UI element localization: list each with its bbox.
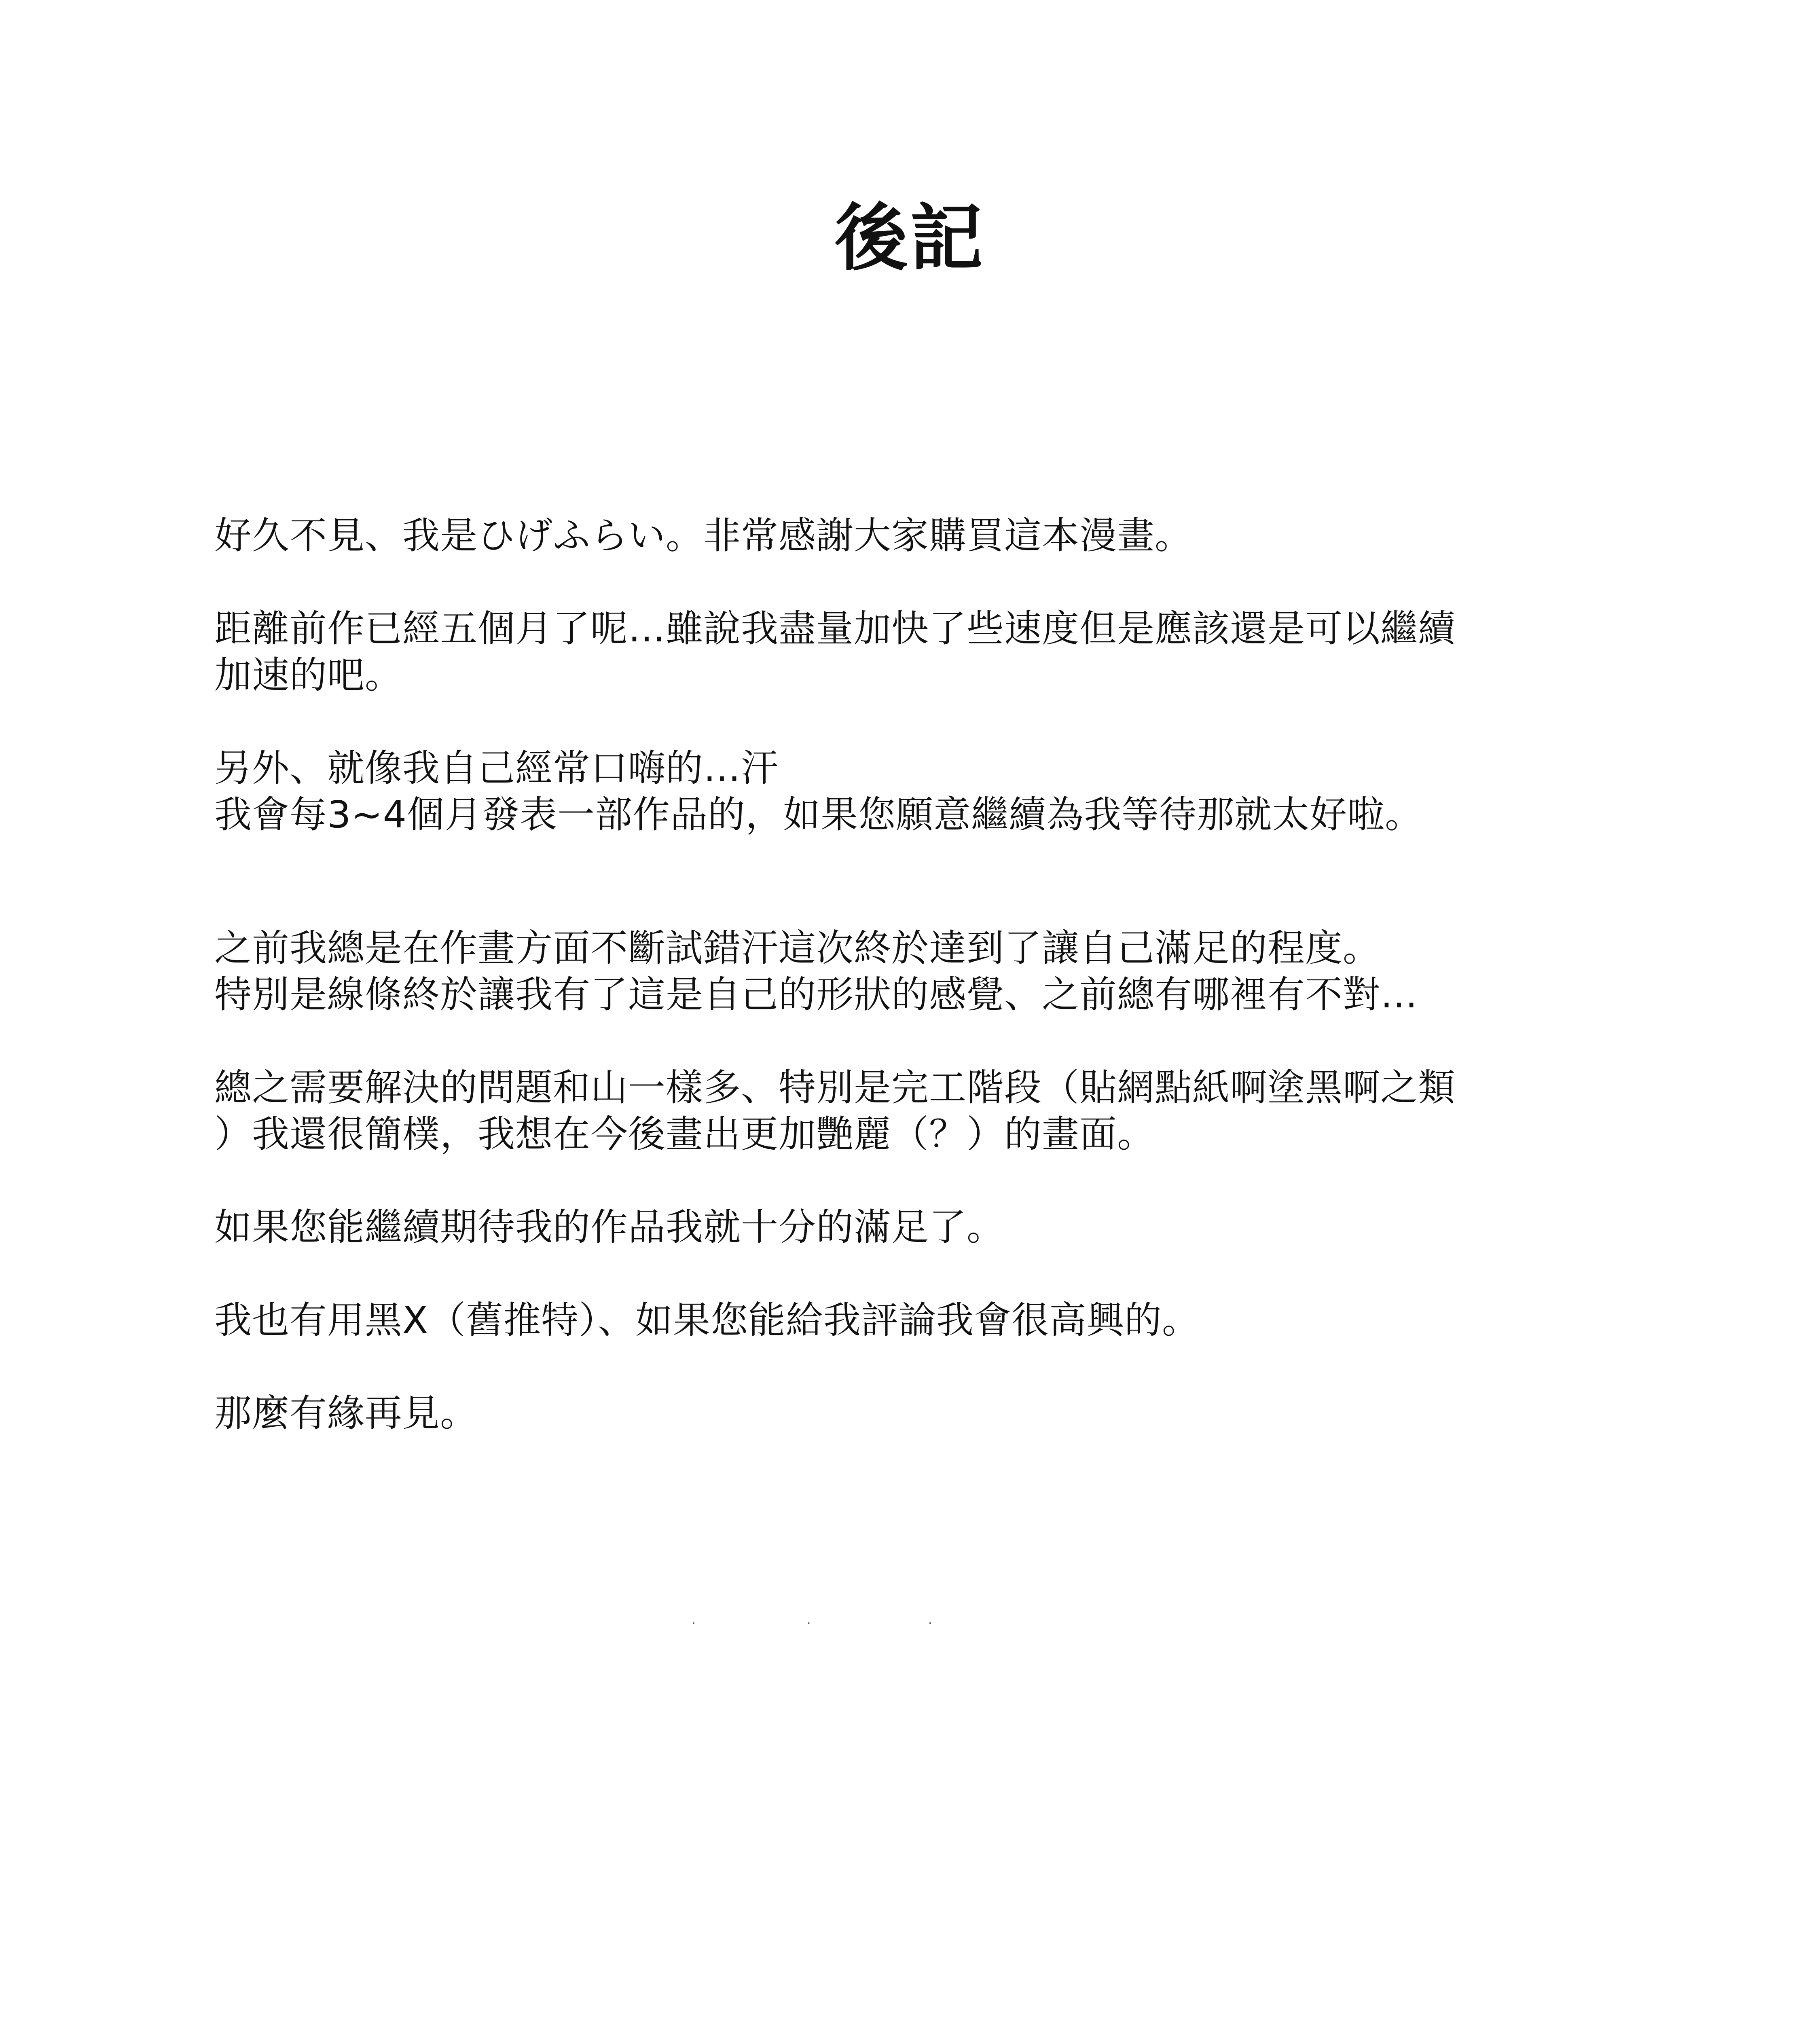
paragraph-line-2: 距離前作已經五個月了呢…雖說我盡量加快了些速度但是應該還是可以繼續: [214, 607, 1456, 650]
paragraph-line-6: 之前我總是在作畫方面不斷試錯汗這次終於達到了讓自己滿足的程度。: [214, 926, 1381, 970]
paragraph-line-12: 那麼有緣再見。: [214, 1392, 478, 1435]
paragraph-line-8: 總之需要解決的問題和山一樣多、特別是完工階段（貼網點紙啊塗黑啊之類: [214, 1066, 1456, 1109]
faint-mark: ·: [807, 1616, 811, 1631]
paragraph-line-5: 我會每3~4個月發表一部作品的，如果您願意繼續為我等待那就太好啦。: [214, 793, 1423, 836]
paragraph-line-7: 特別是線條終於讓我有了這是自己的形狀的感覺、之前總有哪裡有不對…: [214, 973, 1418, 1016]
faint-mark: ·: [928, 1616, 932, 1631]
paragraph-line-9: ）我還很簡樸，我想在今後畫出更加艷麗（？）的畫面。: [214, 1113, 1155, 1156]
paragraph-line-4: 另外、就像我自己經常口嗨的…汗: [214, 747, 779, 790]
page-title: 後記: [834, 196, 985, 281]
paragraph-line-10: 如果您能繼續期待我的作品我就十分的滿足了。: [214, 1206, 1005, 1249]
paragraph-line-1: 好久不見、我是ひげふらい。非常感謝大家購買這本漫畫。: [214, 514, 1193, 557]
paragraph-line-11: 我也有用黑X（舊推特）、如果您能給我評論我會很高興的。: [214, 1299, 1200, 1342]
paragraph-line-3: 加速的吧。: [214, 654, 403, 697]
faint-mark: ·: [692, 1616, 696, 1631]
